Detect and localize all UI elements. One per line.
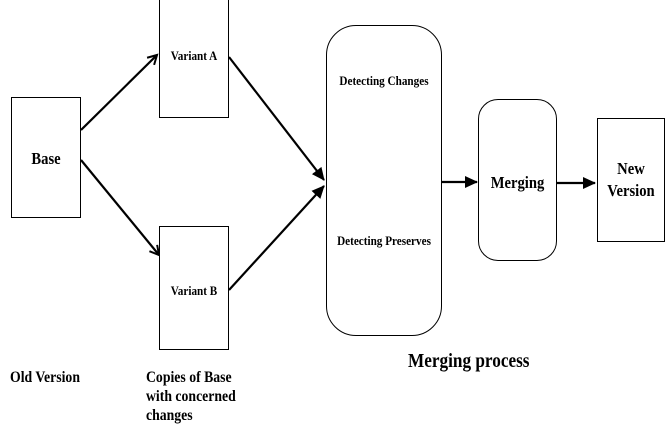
detecting-changes-label: Detecting Changes bbox=[339, 73, 429, 88]
new-version-label-line2: Version bbox=[607, 181, 655, 200]
merging-process-caption: Merging process bbox=[408, 350, 530, 372]
copies-caption-line3: changes bbox=[146, 406, 193, 424]
new-version-label-line1: New bbox=[617, 159, 645, 178]
old-version-caption: Old Version bbox=[10, 369, 80, 386]
copies-caption-line2: with concerned bbox=[146, 387, 236, 405]
detecting-preserves-label: Detecting Preserves bbox=[337, 233, 431, 248]
merging-label: Merging bbox=[490, 173, 545, 192]
variant-b-box bbox=[159, 226, 229, 350]
copies-caption-line1: Copies of Base bbox=[146, 369, 232, 386]
arrow-base-to-variant-b bbox=[81, 160, 159, 255]
variant-a-label: Variant A bbox=[170, 48, 218, 63]
base-box bbox=[11, 97, 81, 218]
merging-box bbox=[478, 99, 557, 261]
base-label: Base bbox=[31, 149, 61, 168]
detection-box bbox=[326, 25, 442, 336]
arrow-variant-a-to-detector bbox=[229, 57, 324, 180]
arrow-base-to-variant-a bbox=[81, 55, 157, 130]
variant-a-box bbox=[159, 0, 229, 118]
variant-b-label: Variant B bbox=[170, 283, 218, 298]
arrow-variant-b-to-detector bbox=[229, 186, 324, 290]
copies-caption bbox=[146, 369, 236, 426]
new-version-box bbox=[597, 118, 665, 242]
